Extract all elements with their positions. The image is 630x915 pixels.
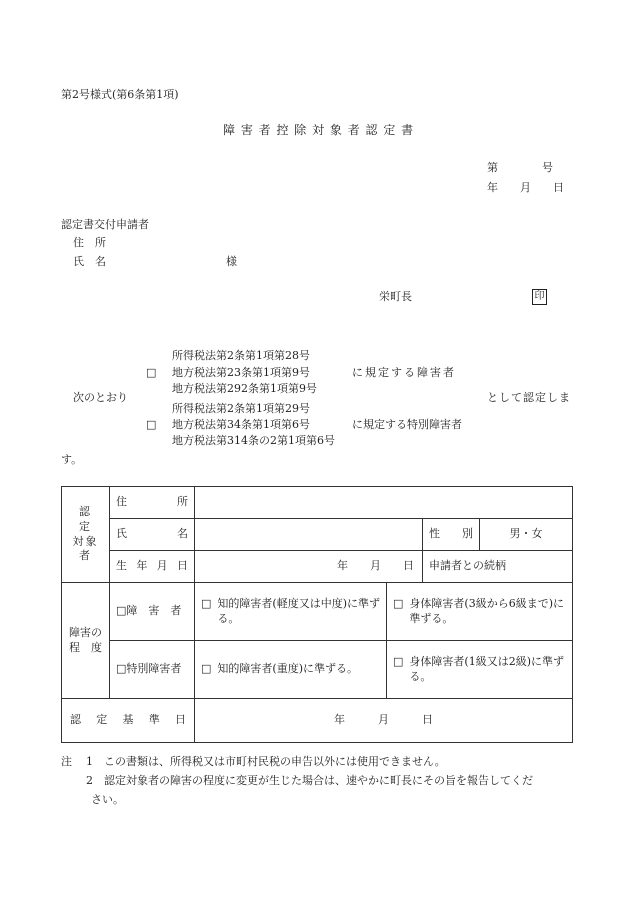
base-date-label: 認定基準日 (62, 699, 195, 743)
note-1-number: 1 (86, 755, 93, 768)
applicant-name-label: 氏 名 (73, 255, 106, 268)
checkbox-intellectual-mild[interactable]: □ (201, 596, 212, 610)
law-ref-2b: 地方税法第34条第1項第6号 (172, 418, 310, 431)
issue-date-label: 年 月 日 (487, 181, 564, 194)
degree-label: 障害の 程 度 (62, 583, 110, 699)
form-number: 第2号様式(第6条第1項) (61, 88, 179, 101)
issuer-name: 栄町長 (379, 290, 412, 303)
body-lead: 次のとおり (73, 391, 128, 404)
name-field[interactable] (195, 519, 423, 551)
notes-prefix: 注 (61, 755, 72, 768)
certification-table (61, 486, 573, 743)
checkbox-intellectual-severe[interactable]: □ (201, 662, 212, 676)
law-ref-1b: 地方税法第23条第1項第9号 (172, 366, 310, 379)
document-title: 障 害 者 控 除 対 象 者 認 定 書 (223, 123, 415, 137)
checkbox-special[interactable]: □特別障害者 (110, 641, 195, 699)
intellectual-mild-cell (195, 583, 387, 641)
law-ref-1a: 所得税法第2条第1項第28号 (172, 349, 310, 362)
physical-severe-cell (387, 641, 573, 699)
subject-label: 認 定 対象者 (62, 487, 110, 583)
checkbox-physical-severe[interactable]: □ (393, 654, 404, 668)
intellectual-severe-text: 知的障害者(重度)に準ずる。 (217, 662, 358, 676)
relation-label: 申請者との続柄 (423, 551, 573, 583)
checkbox-disabled-person[interactable]: □ (146, 366, 157, 379)
physical-mild-cell (387, 583, 573, 641)
address-field[interactable] (195, 487, 573, 519)
body-trail-end: す。 (61, 453, 83, 466)
checkbox-physical-mild[interactable]: □ (393, 596, 404, 610)
note-2-text: 認定対象者の障害の程度に変更が生じた場合は、速やかに町長にその旨を報告してくだ (104, 774, 533, 787)
address-label: 住所 (110, 487, 195, 519)
law-ref-1c: 地方税法第292条第1項第9号 (172, 382, 317, 395)
note-2-text-cont: さい。 (91, 793, 124, 806)
body-trail: として認定しま (487, 391, 571, 404)
honorific: 様 (226, 255, 237, 268)
checkbox-disabled[interactable]: □障 害 者 (110, 583, 195, 641)
name-label: 氏名 (110, 519, 195, 551)
gender-label: 性別 (423, 519, 480, 551)
base-date-field[interactable]: 年 月 日 (195, 699, 573, 743)
result-special: に規定する特別障害者 (352, 418, 462, 431)
law-ref-2a: 所得税法第2条第1項第29号 (172, 402, 310, 415)
seal-stamp: 印 (532, 289, 547, 305)
result-disabled: に規定する障害者 (352, 366, 456, 379)
law-ref-2c: 地方税法第314条の2第1項第6号 (172, 434, 335, 447)
physical-mild-text: 身体障害者(3級から6級まで)に準ずる。 (409, 596, 564, 625)
applicant-heading: 認定書交付申請者 (61, 218, 149, 231)
note-1-text: この書類は、所得税又は市町村民税の申告以外には使用できません。 (104, 755, 446, 768)
birth-field[interactable]: 年 月 日 (195, 551, 423, 583)
intellectual-mild-text: 知的障害者(軽度又は中度)に準ずる。 (217, 596, 380, 625)
physical-severe-text: 身体障害者(1級又は2級)に準ずる。 (409, 654, 564, 683)
note-2-number: 2 (86, 774, 93, 787)
checkbox-special-disabled[interactable]: □ (146, 418, 157, 431)
issue-number-label: 第 号 (487, 161, 553, 174)
intellectual-severe-cell (195, 641, 387, 699)
applicant-address-label: 住 所 (73, 236, 106, 249)
gender-field[interactable]: 男・女 (480, 519, 573, 551)
birth-label: 生年月日 (110, 551, 195, 583)
